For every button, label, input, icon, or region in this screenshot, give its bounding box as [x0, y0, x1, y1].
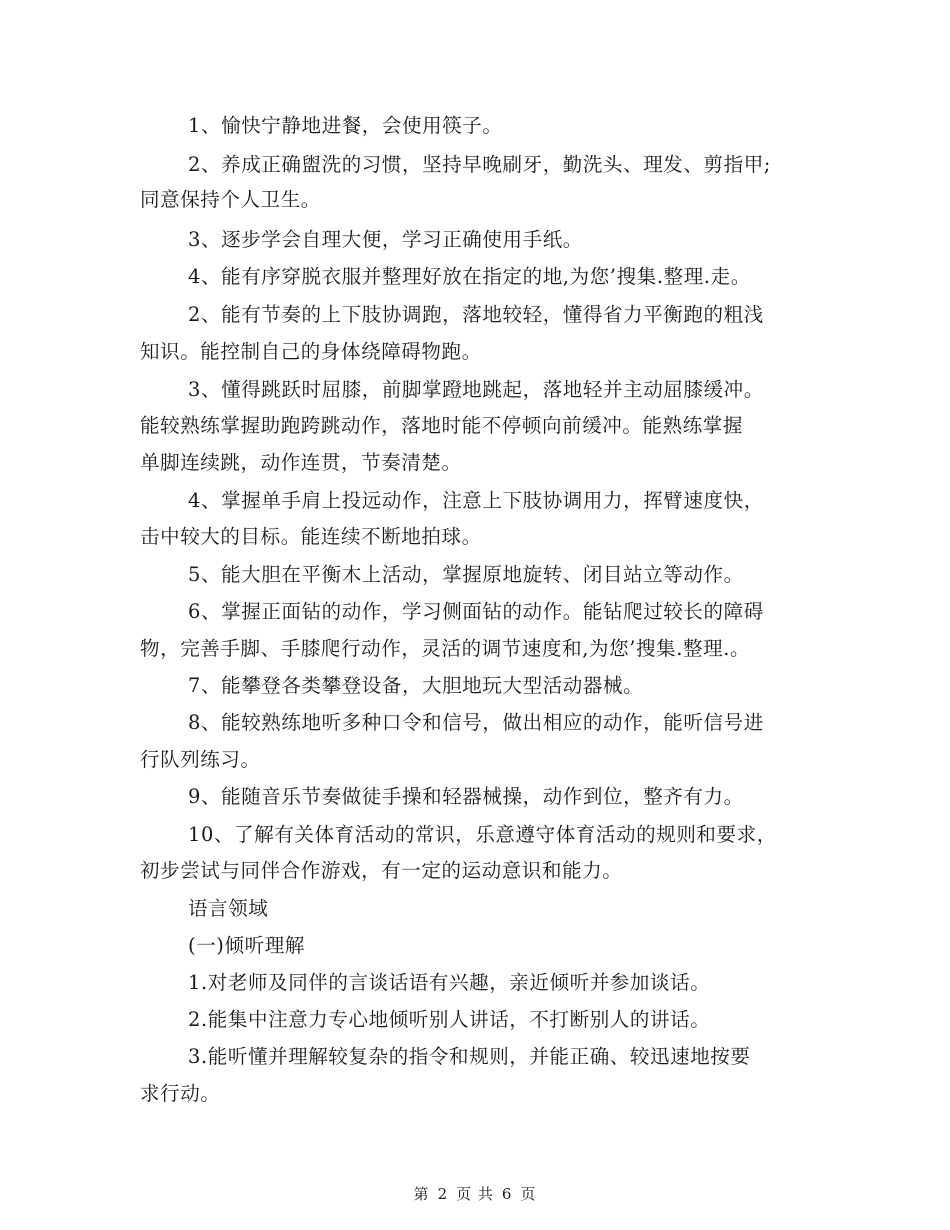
- page-footer: [0, 1183, 950, 1204]
- section-heading: 语言领域: [188, 897, 269, 920]
- paragraph-line: 7、能攀登各类攀登设备，大胆地玩大型活动器械。: [188, 674, 644, 697]
- paragraph-line: 1.对老师及同伴的言谈话语有兴趣，亲近倾听并参加谈话。: [188, 971, 711, 994]
- paragraph-line: 2、养成正确盥洗的习惯，坚持早晚刷牙，勤洗头、理发、剪指甲;: [188, 153, 771, 176]
- paragraph-line: 3、懂得跳跃时屈膝，前脚掌蹬地跳起，落地轻并主动屈膝缓冲。: [188, 378, 764, 401]
- paragraph-line: 4、能有序穿脱衣服并整理好放在指定的地,为您’搜集.整理.走。: [188, 265, 751, 288]
- page-number: 2: [437, 1185, 449, 1203]
- paragraph-line: 同意保持个人卫生。: [140, 188, 321, 211]
- paragraph-line: 求行动。: [140, 1082, 221, 1105]
- paragraph-line: 3、逐步学会自理大便，学习正确使用手纸。: [188, 228, 583, 251]
- paragraph-line: 9、能随音乐节奏做徒手操和轻器械操，动作到位，整齐有力。: [188, 785, 744, 808]
- footer-prefix: 第: [413, 1185, 430, 1203]
- footer-middle: 页 共: [456, 1185, 494, 1203]
- paragraph-line: 8、能较熟练地听多种口令和信号，做出相应的动作，能听信号进: [188, 711, 764, 734]
- paragraph-line: 物，完善手脚、手膝爬行动作，灵活的调节速度和,为您’搜集.整理.。: [140, 637, 751, 660]
- paragraph-line: 3.能听懂并理解较复杂的指令和规则，并能正确、较迅速地按要: [188, 1045, 751, 1068]
- paragraph-line: 击中较大的目标。能连续不断地拍球。: [140, 525, 482, 548]
- paragraph-line: 5、能大胆在平衡木上活动，掌握原地旋转、闭目站立等动作。: [188, 563, 744, 586]
- footer-suffix: 页: [520, 1185, 537, 1203]
- paragraph-line: 初步尝试与同伴合作游戏，有一定的运动意识和能力。: [140, 859, 623, 882]
- paragraph-line: 行队列练习。: [140, 748, 261, 771]
- paragraph-line: 2、能有节奏的上下肢协调跑，落地较轻，懂得省力平衡跑的粗浅: [188, 303, 764, 326]
- paragraph-line: 2.能集中注意力专心地倾听别人讲话，不打断别人的讲话。: [188, 1008, 711, 1031]
- paragraph-line: 知识。能控制自己的身体绕障碍物跑。: [140, 340, 482, 363]
- paragraph-line: 6、掌握正面钻的动作，学习侧面钻的动作。能钻爬过较长的障碍: [188, 600, 764, 623]
- paragraph-line: 10、了解有关体育活动的常识，乐意遵守体育活动的规则和要求，: [188, 823, 777, 846]
- paragraph-line: 4、掌握单手肩上投远动作，注意上下肢协调用力，挥臂速度快，: [188, 489, 764, 512]
- paragraph-line: 1、愉快宁静地进餐，会使用筷子。: [188, 114, 503, 137]
- paragraph-line: 能较熟练掌握助跑跨跳动作，落地时能不停顿向前缓冲。能熟练掌握: [140, 414, 744, 437]
- paragraph-line: 单脚连续跳，动作连贯，节奏清楚。: [140, 451, 462, 474]
- subsection-heading: (一)倾听理解: [188, 934, 305, 957]
- page-total: 6: [501, 1185, 513, 1203]
